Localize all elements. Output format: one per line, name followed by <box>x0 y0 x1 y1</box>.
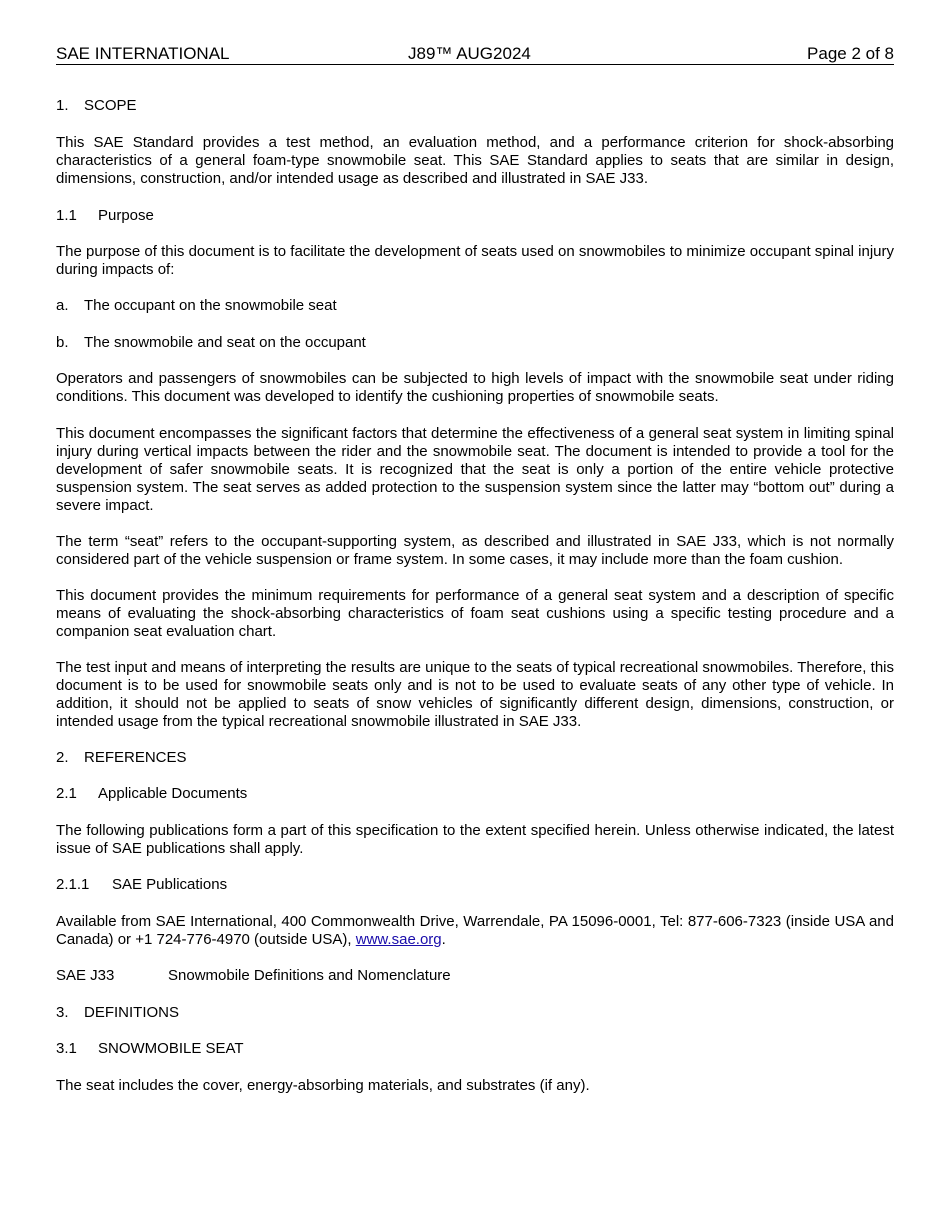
section-heading-purpose <box>56 207 894 225</box>
list-item <box>56 334 894 352</box>
sae-publications-paragraph <box>56 913 894 949</box>
section-number: 2.1.1 <box>56 876 90 893</box>
list-item-text: The snowmobile and seat on the occupant <box>84 334 366 351</box>
section-number: 2.1 <box>56 785 77 802</box>
section-title: SAE Publications <box>112 876 228 893</box>
page-header <box>56 44 894 65</box>
reference-entry <box>56 967 894 985</box>
section-title: SCOPE <box>84 97 137 114</box>
purpose-paragraph-test-input: The test input and means of interpreting the results are unique to the seats of typical recreational snowmobiles. Therefore, this document is to be used for snowmobile seats only and is not to be used to evaluate seats of any other type of vehicle. In addition, it should not be applied to seats of snow vehicles of significantly different design, dimensions, construction, or intended usage from the typical recreational snowmobile illustrated in SAE J33. <box>56 659 894 730</box>
header-document-id: J89™ AUG2024 <box>408 44 531 63</box>
purpose-paragraph-factors: This document encompasses the significant factors that determine the effectiveness of a general seat system in limiting spinal injury during vertical impacts between the rider and the snowmobile seat. The document is intended to provide a tool for the development of safer snowmobile seats. It is recognized that the seat is only a portion of the entire vehicle protective suspension system. The seat serves as added protection to the suspension system since the latter may “bottom out” during a severe impact. <box>56 425 894 514</box>
section-heading-sae-publications <box>56 876 894 894</box>
section-number: 2. <box>56 749 69 766</box>
list-item-text: The occupant on the snowmobile seat <box>84 297 337 314</box>
purpose-paragraph-requirements: This document provides the minimum requirements for performance of a general seat system and a description of specific means of evaluating the shock-absorbing characteristics of foam seat cushions using a specific testing procedure and a companion seat evaluation chart. <box>56 587 894 640</box>
period-text: . <box>441 931 446 948</box>
section-heading-scope <box>56 97 894 115</box>
sae-website-link[interactable]: www.sae.org <box>355 931 442 948</box>
purpose-paragraph-seat-term: The term “seat” refers to the occupant-supporting system, as described and illustrated in SAE J33, which is not normally considered part of the vehicle suspension or frame system. In some cases, it may include more than the foam cushion. <box>56 533 894 568</box>
applicable-documents-paragraph: The following publications form a part of this specification to the extent specified herein. Unless otherwise indicated, the latest issue of SAE publications shall apply. <box>56 822 894 857</box>
reference-code: SAE J33 <box>56 967 115 984</box>
reference-title: Snowmobile Definitions and Nomenclature <box>168 967 451 984</box>
section-title: Applicable Documents <box>98 785 248 802</box>
purpose-paragraph-operators: Operators and passengers of snowmobiles can be subjected to high levels of impact with the snowmobile seat under riding conditions. This document was developed to identify the cushioning properties of snowmobile seats. <box>56 370 894 405</box>
purpose-intro-paragraph: The purpose of this document is to facilitate the development of seats used on snowmobiles to minimize occupant spinal injury during impacts of: <box>56 243 894 278</box>
section-title: SNOWMOBILE SEAT <box>98 1040 244 1057</box>
section-number: 1. <box>56 97 69 114</box>
list-marker: a. <box>56 297 69 314</box>
availability-text: Available from SAE International, 400 Commonwealth Drive, Warrendale, PA 15096-0001, Tel: 877-606-7323 (inside USA and Canada) or +1 724-776-4970 (outside USA), <box>56 913 894 948</box>
list-item <box>56 297 894 315</box>
snowmobile-seat-definition: The seat includes the cover, energy-absorbing materials, and substrates (if any). <box>56 1077 590 1094</box>
section-number: 3.1 <box>56 1040 77 1057</box>
list-marker: b. <box>56 334 69 351</box>
section-heading-snowmobile-seat <box>56 1040 894 1058</box>
section-heading-definitions <box>56 1004 894 1022</box>
section-title: Purpose <box>98 207 154 224</box>
section-heading-applicable-documents <box>56 785 894 803</box>
header-organization: SAE INTERNATIONAL <box>56 44 230 63</box>
section-number: 3. <box>56 1004 69 1021</box>
section-heading-references <box>56 749 894 767</box>
section-title: REFERENCES <box>84 749 187 766</box>
section-title: DEFINITIONS <box>84 1004 180 1021</box>
section-number: 1.1 <box>56 207 77 224</box>
scope-paragraph: This SAE Standard provides a test method, an evaluation method, and a performance criterion for shock-absorbing characteristics of a general foam-type snowmobile seat. This SAE Standard applies to seats that are similar in design, dimensions, construction, and/or intended usage as described and illustrated in SAE J33. <box>56 134 894 187</box>
header-page-number: Page 2 of 8 <box>807 44 894 63</box>
